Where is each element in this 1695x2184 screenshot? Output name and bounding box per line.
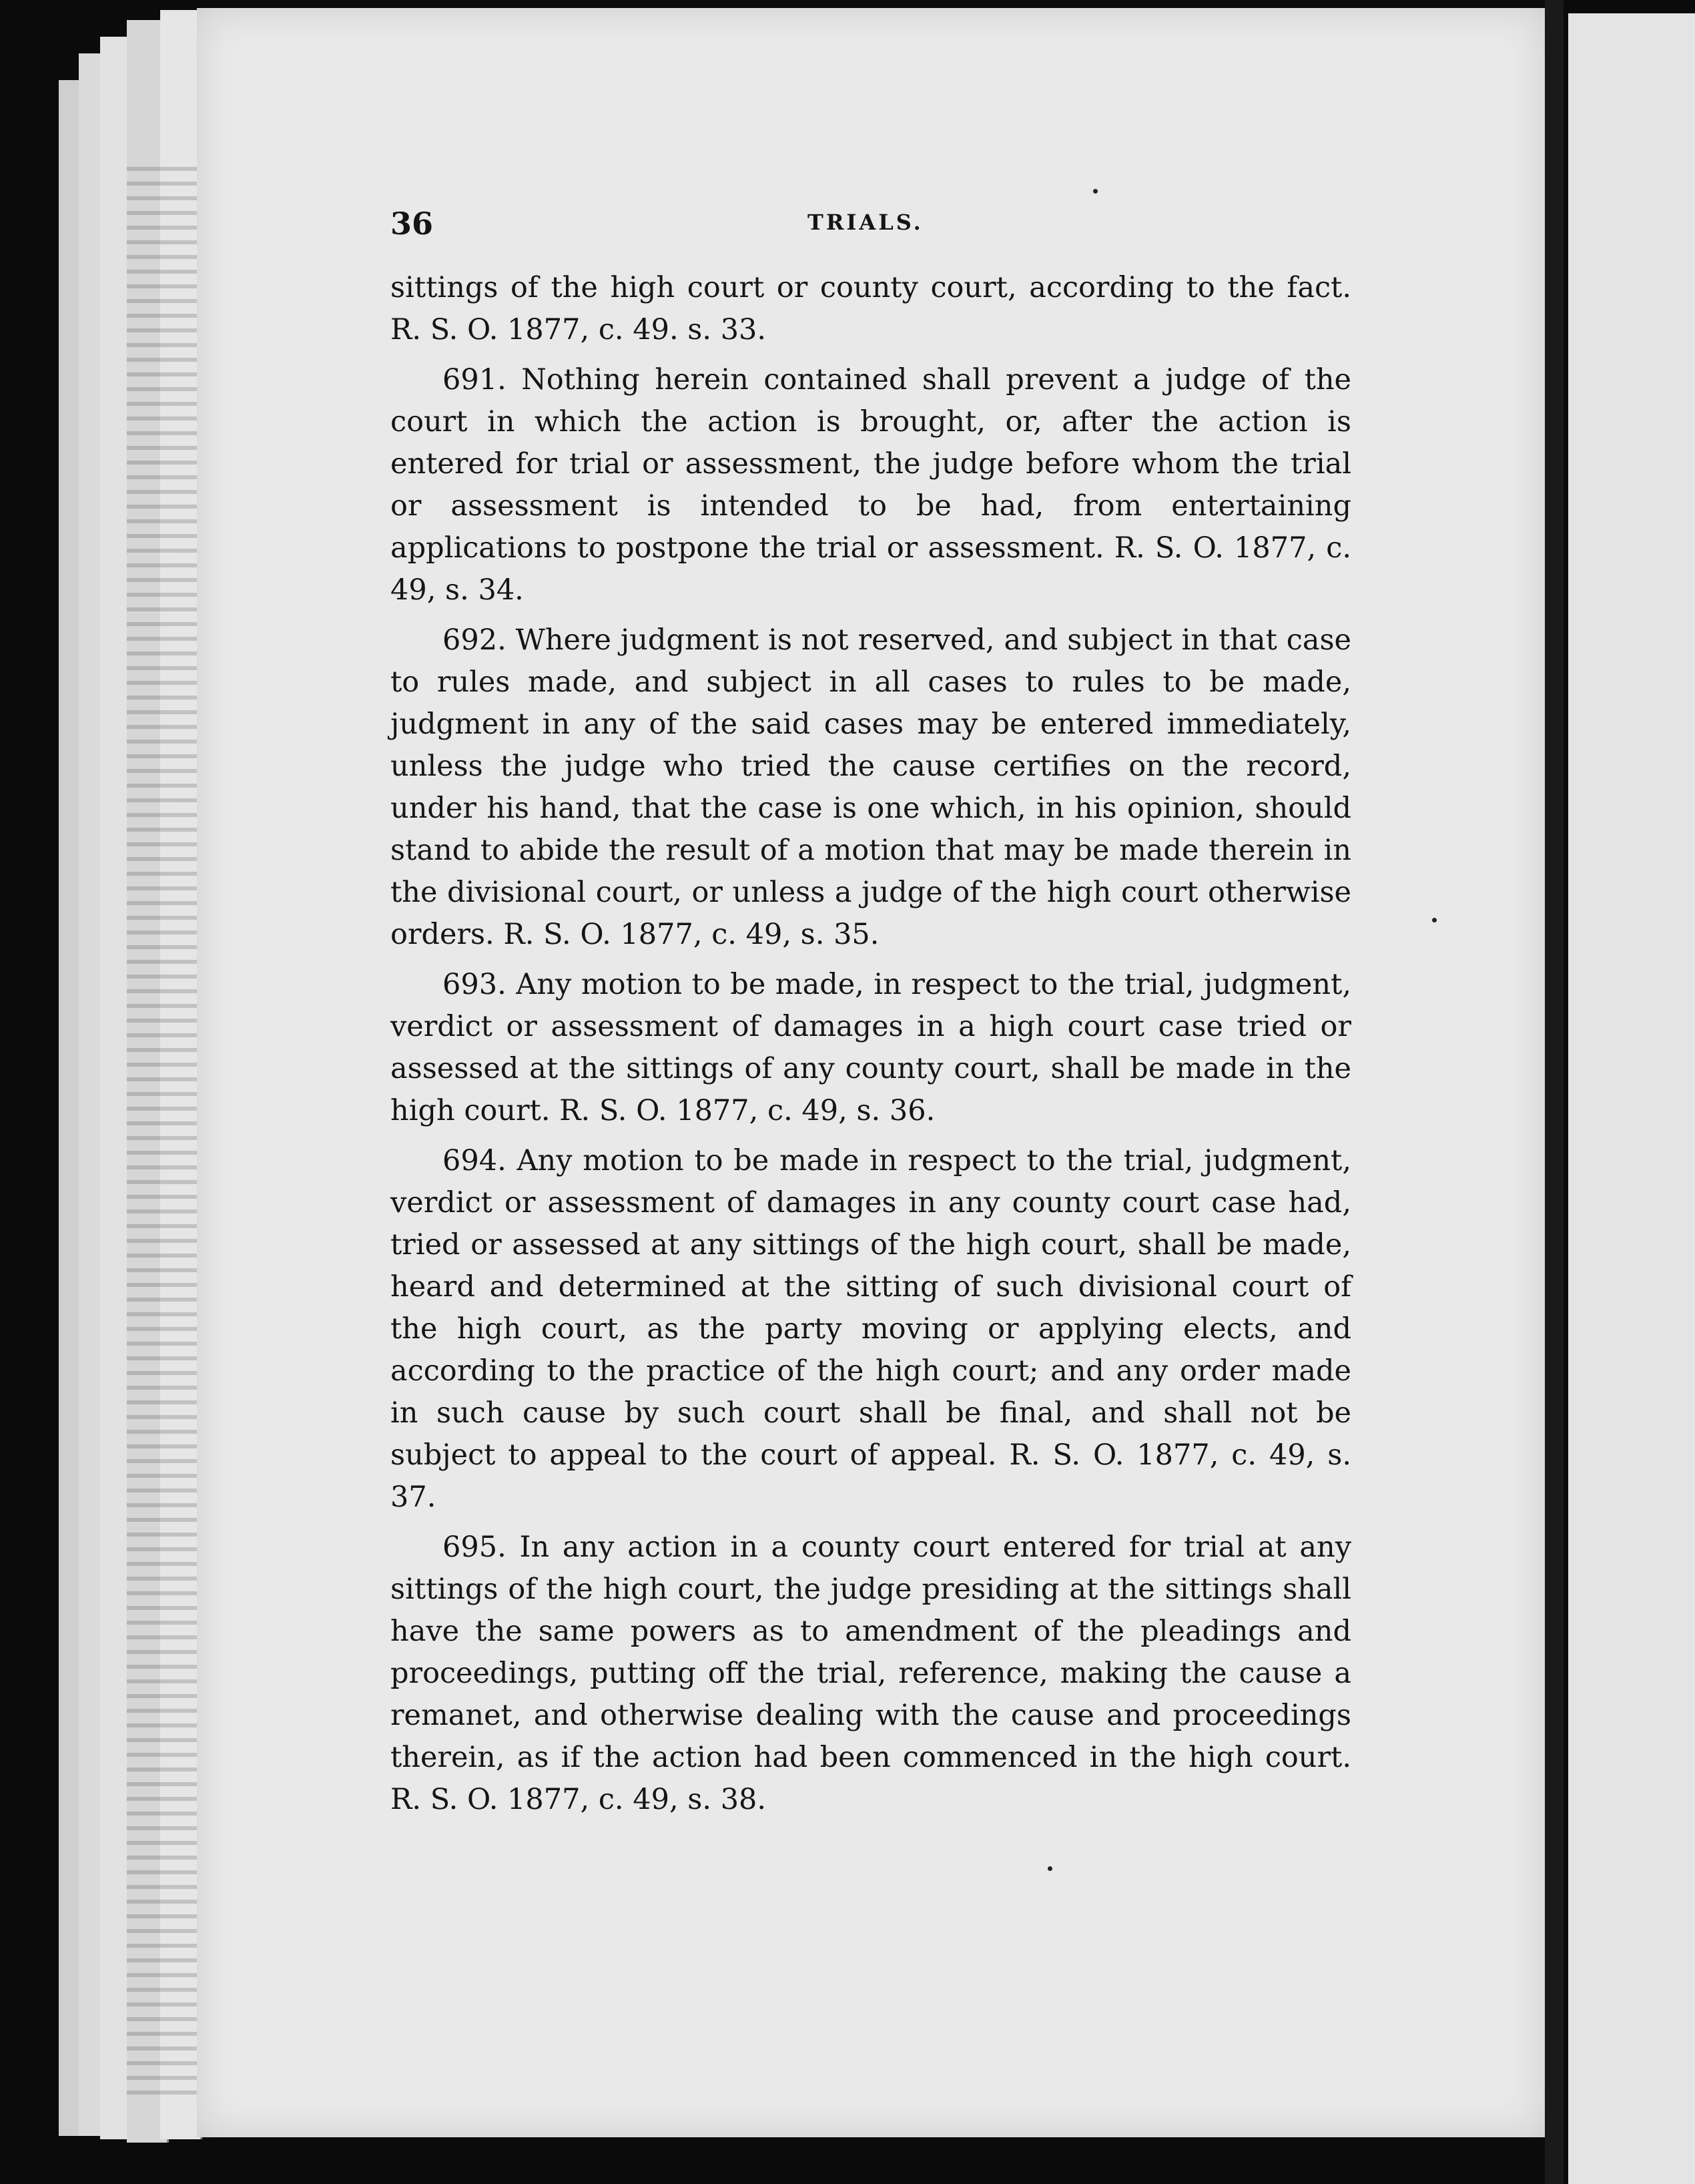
scan-speck [1432,918,1437,922]
page-text-body [390,267,1351,1829]
page-edge-texture [127,167,200,2103]
section-695: 695. In any action in a county court entered for trial at any sittings of the high court, the judge presiding at the sittings shall have the same powers as to amendment of the pleadings and proceedings, putting off the trial, reference, making the cause a remanet, and otherwise dealing with the cause and proceedings therein, as if the action had been commenced in the high court. R. S. O. 1877, c. 49, s. 38. [390,1531,1351,1816]
section-694: 694. Any motion to be made in respect to the trial, judgment, verdict or assessment of damages in any county court case had, tried or assessed at any sittings of the high court, shall be made, heard and determined at the sitting of such divisional court of the high court, as the party moving or applying elects, and according to the practice of the high court; and any order made in such cause by such court shall be final, and shall not be subject to appeal to the court of appeal. R. S. O. 1877, c. 49, s. 37. [390,1144,1351,1514]
running-head [390,206,1351,246]
paragraph-continuation: sittings of the high court or county court, according to the fact. R. S. O. 1877, c. 49. s. 33. [390,271,1351,346]
scan-speck [1048,1866,1052,1871]
page-number: 36 [390,206,434,242]
section-691: 691. Nothing herein contained shall prevent a judge of the court in which the action is brought, or, after the action is entered for trial or assessment, the judge before whom the trial or assessment is intended to be had, from entertaining applications to postpone the trial or assessment. R. S. O. 1877, c. 49, s. 34. [390,363,1351,607]
scan-speck [1093,189,1098,194]
running-title: TRIALS. [807,210,924,235]
section-692: 692. Where judgment is not reserved, and subject in that case to rules made, and subject in all cases to rules to be made, judgment in any of the said cases may be entered immediately, unless the judge who tried the cause certifies on the record, under his hand, that the case is one which, in his opinion, should stand to abide the result of a motion that may be made therein in the divisional court, or unless a judge of the high court otherwise orders. R. S. O. 1877, c. 49, s. 35. [390,623,1351,951]
facing-page-edge [1568,13,1695,2184]
section-693: 693. Any motion to be made, in respect to the trial, judgment, verdict or assessment of damages in a high court case tried or assessed at the sittings of any county court, shall be made in the high court. R. S. O. 1877, c. 49, s. 36. [390,968,1351,1127]
book-gutter [1545,0,1564,2184]
